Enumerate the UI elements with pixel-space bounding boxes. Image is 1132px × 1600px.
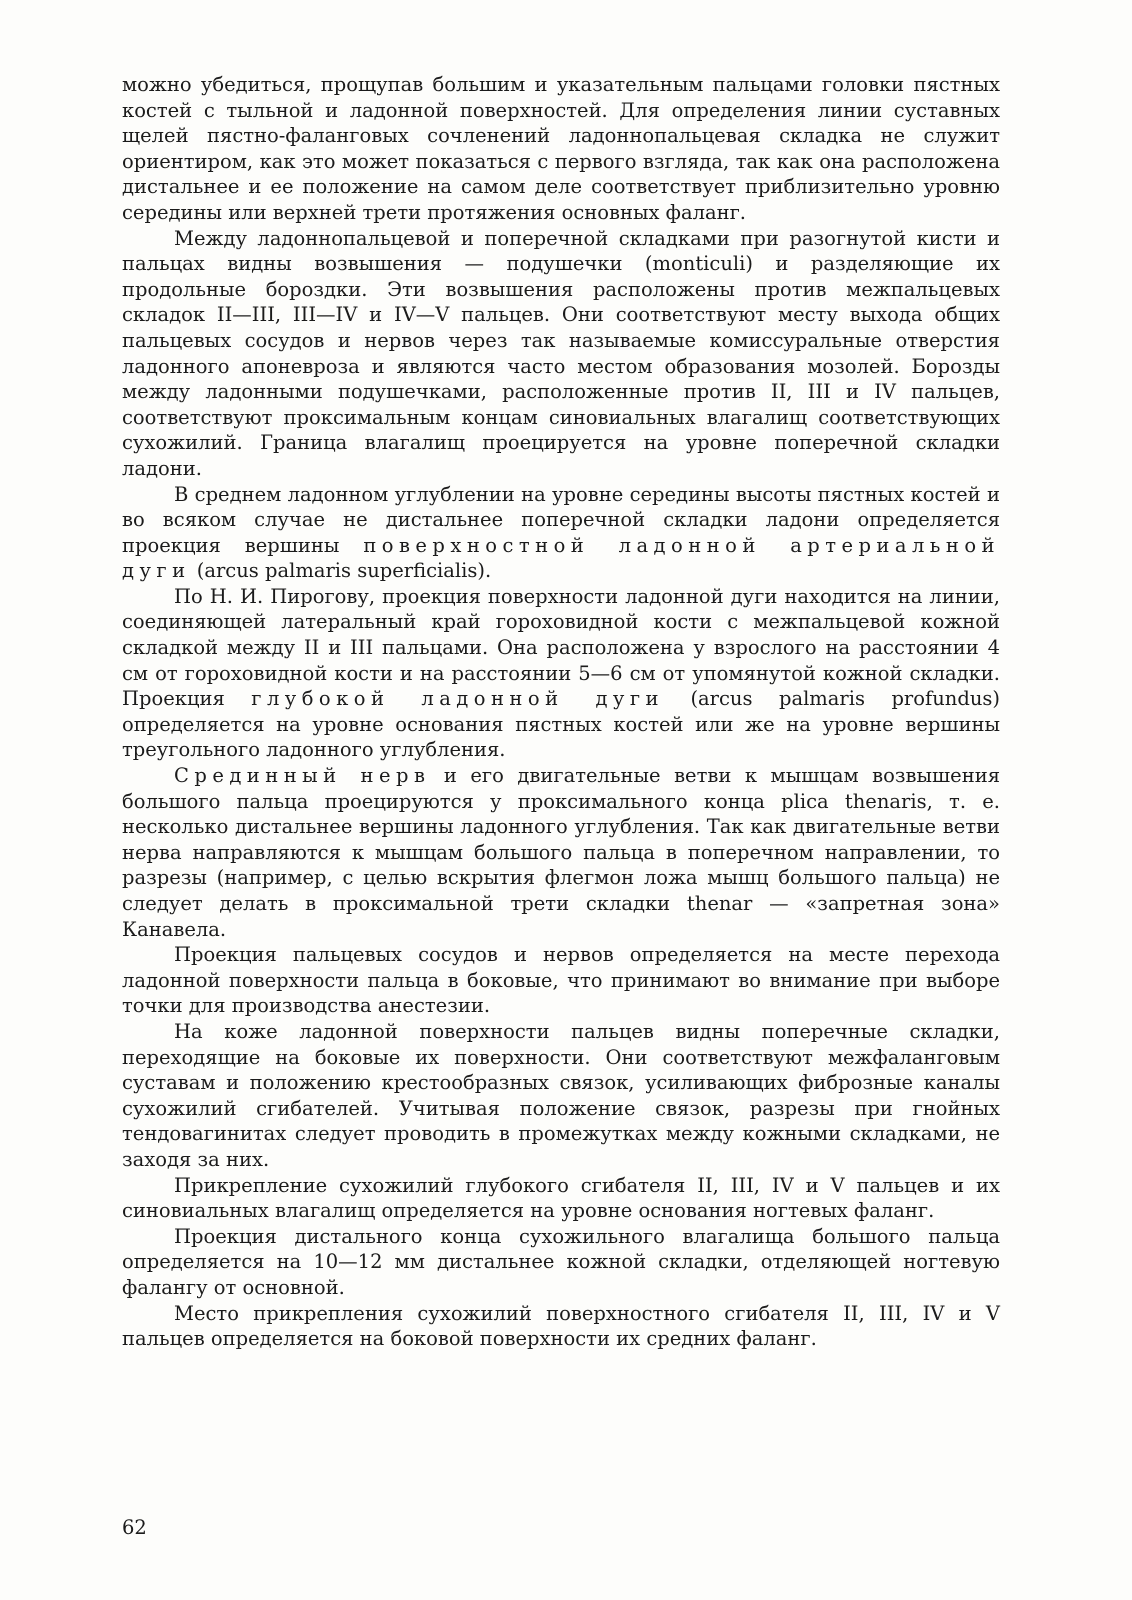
- paragraph-9: Проекция дистального конца сухожильного влагалища большого пальца определяется на 10—12 мм дистальнее кожной складки, отделяющей ногтевую фалангу от основной.: [122, 1224, 1000, 1299]
- emphasis-deep-arch: глубокой ладонной дуги: [251, 687, 664, 711]
- paragraph-10: Место прикрепления сухожилий поверхностного сгибателя II, III, IV и V пальцев определяется на боковой поверхности их средних фаланг.: [122, 1301, 1000, 1351]
- page-number: 62: [122, 1516, 147, 1539]
- emphasis-median-nerve: Срединный нерв: [174, 764, 431, 788]
- paragraph-8: Прикрепление сухожилий глубокого сгибателя II, III, IV и V пальцев и их синовиальных влагалищ определяется на уровне основания ногтевых фаланг.: [122, 1173, 1000, 1223]
- paragraph-4: По Н. И. Пирогову, проекция поверхности ладонной дуги находится на линии, соединяющей латеральный край гороховидной кости с межпальцевой кожной складкой между II и III пальцами. Она расположена у взрослого на расстоянии 4 см от гороховидной кости и на расстоянии 5—6 см от упомянутой кожной складки. Проекция глубокой ладонной дуги (arcus palmaris profundus) определяется на уровне основания пястных костей или же на уровне вершины треугольного ладонного углубления.: [122, 584, 1000, 762]
- paragraph-6: Проекция пальцевых сосудов и нервов определяется на месте перехода ладонной поверхности пальца в боковые, что принимают во внимание при выборе точки для производства анестезии.: [122, 943, 1000, 1018]
- paragraph-5: Срединный нерв и его двигательные ветви к мышцам возвышения большого пальца проецируются у проксимального конца plica thenaris, т. е. несколько дистальнее вершины ладонного углубления. Так как двигательные ветви нерва направляются к мышцам большого пальца в поперечном направлении, то разрезы (например, с целью вскрытия флегмон ложа мышц большого пальца) не следует делать в проксимальной трети складки thenar — «запретная зона» Канавела.: [122, 764, 1000, 941]
- paragraph-1: можно убедиться, прощупав большим и указательным пальцами головки пястных костей с тыльной и ладонной поверхностей. Для определения линии суставных щелей пястно-фаланговых сочленений ладоннопальцевая складка не служит ориентиром, как это может показаться с первого взгляда, так как она расположена дистальнее и ее положение на самом деле соответствует приблизительно уровню середины или верхней трети протяжения основных фаланг.: [122, 73, 1000, 224]
- paragraph-2: Между ладоннопальцевой и поперечной складками при разогнутой кисти и пальцах видны возвышения — подушечки (monticuli) и разделяющие их продольные бороздки. Эти возвышения расположены против межпальцевых складок II—III, III—IV и IV—V пальцев. Они соответствуют месту выхода общих пальцевых сосудов и нервов через так называемые комиссуральные отверстия ладонного апоневроза и являются часто местом образования мозолей. Борозды между ладонными подушечками, расположенные против II, III и IV пальцев, соответствуют проксимальным концам синовиальных влагалищ соответствующих сухожилий. Граница влагалищ проецируется на уровне поперечной складки ладони.: [122, 226, 1000, 480]
- emphasis-superficial-arch: поверхностной ладонной артериальной дуги: [122, 533, 1001, 583]
- paragraph-7: На коже ладонной поверхности пальцев видны поперечные складки, переходящие на боковые их поверхности. Они соответствуют межфаланговым суставам и положению крестообразных связок, усиливающих фиброзные каналы сухожилий сгибателей. Учитывая положение связок, разрезы при гнойных тендовагинитах следует проводить в промежутках между кожными складками, не заходя за них.: [122, 1019, 1000, 1171]
- body-text: [122, 72, 1000, 1352]
- paragraph-3: В среднем ладонном углублении на уровне середины высоты пястных костей и во всяком случае не дистальнее поперечной складки ладони определяется проекция вершины поверхностной ладонной артериальной дуги (arcus palmaris superficialis).: [122, 482, 1001, 583]
